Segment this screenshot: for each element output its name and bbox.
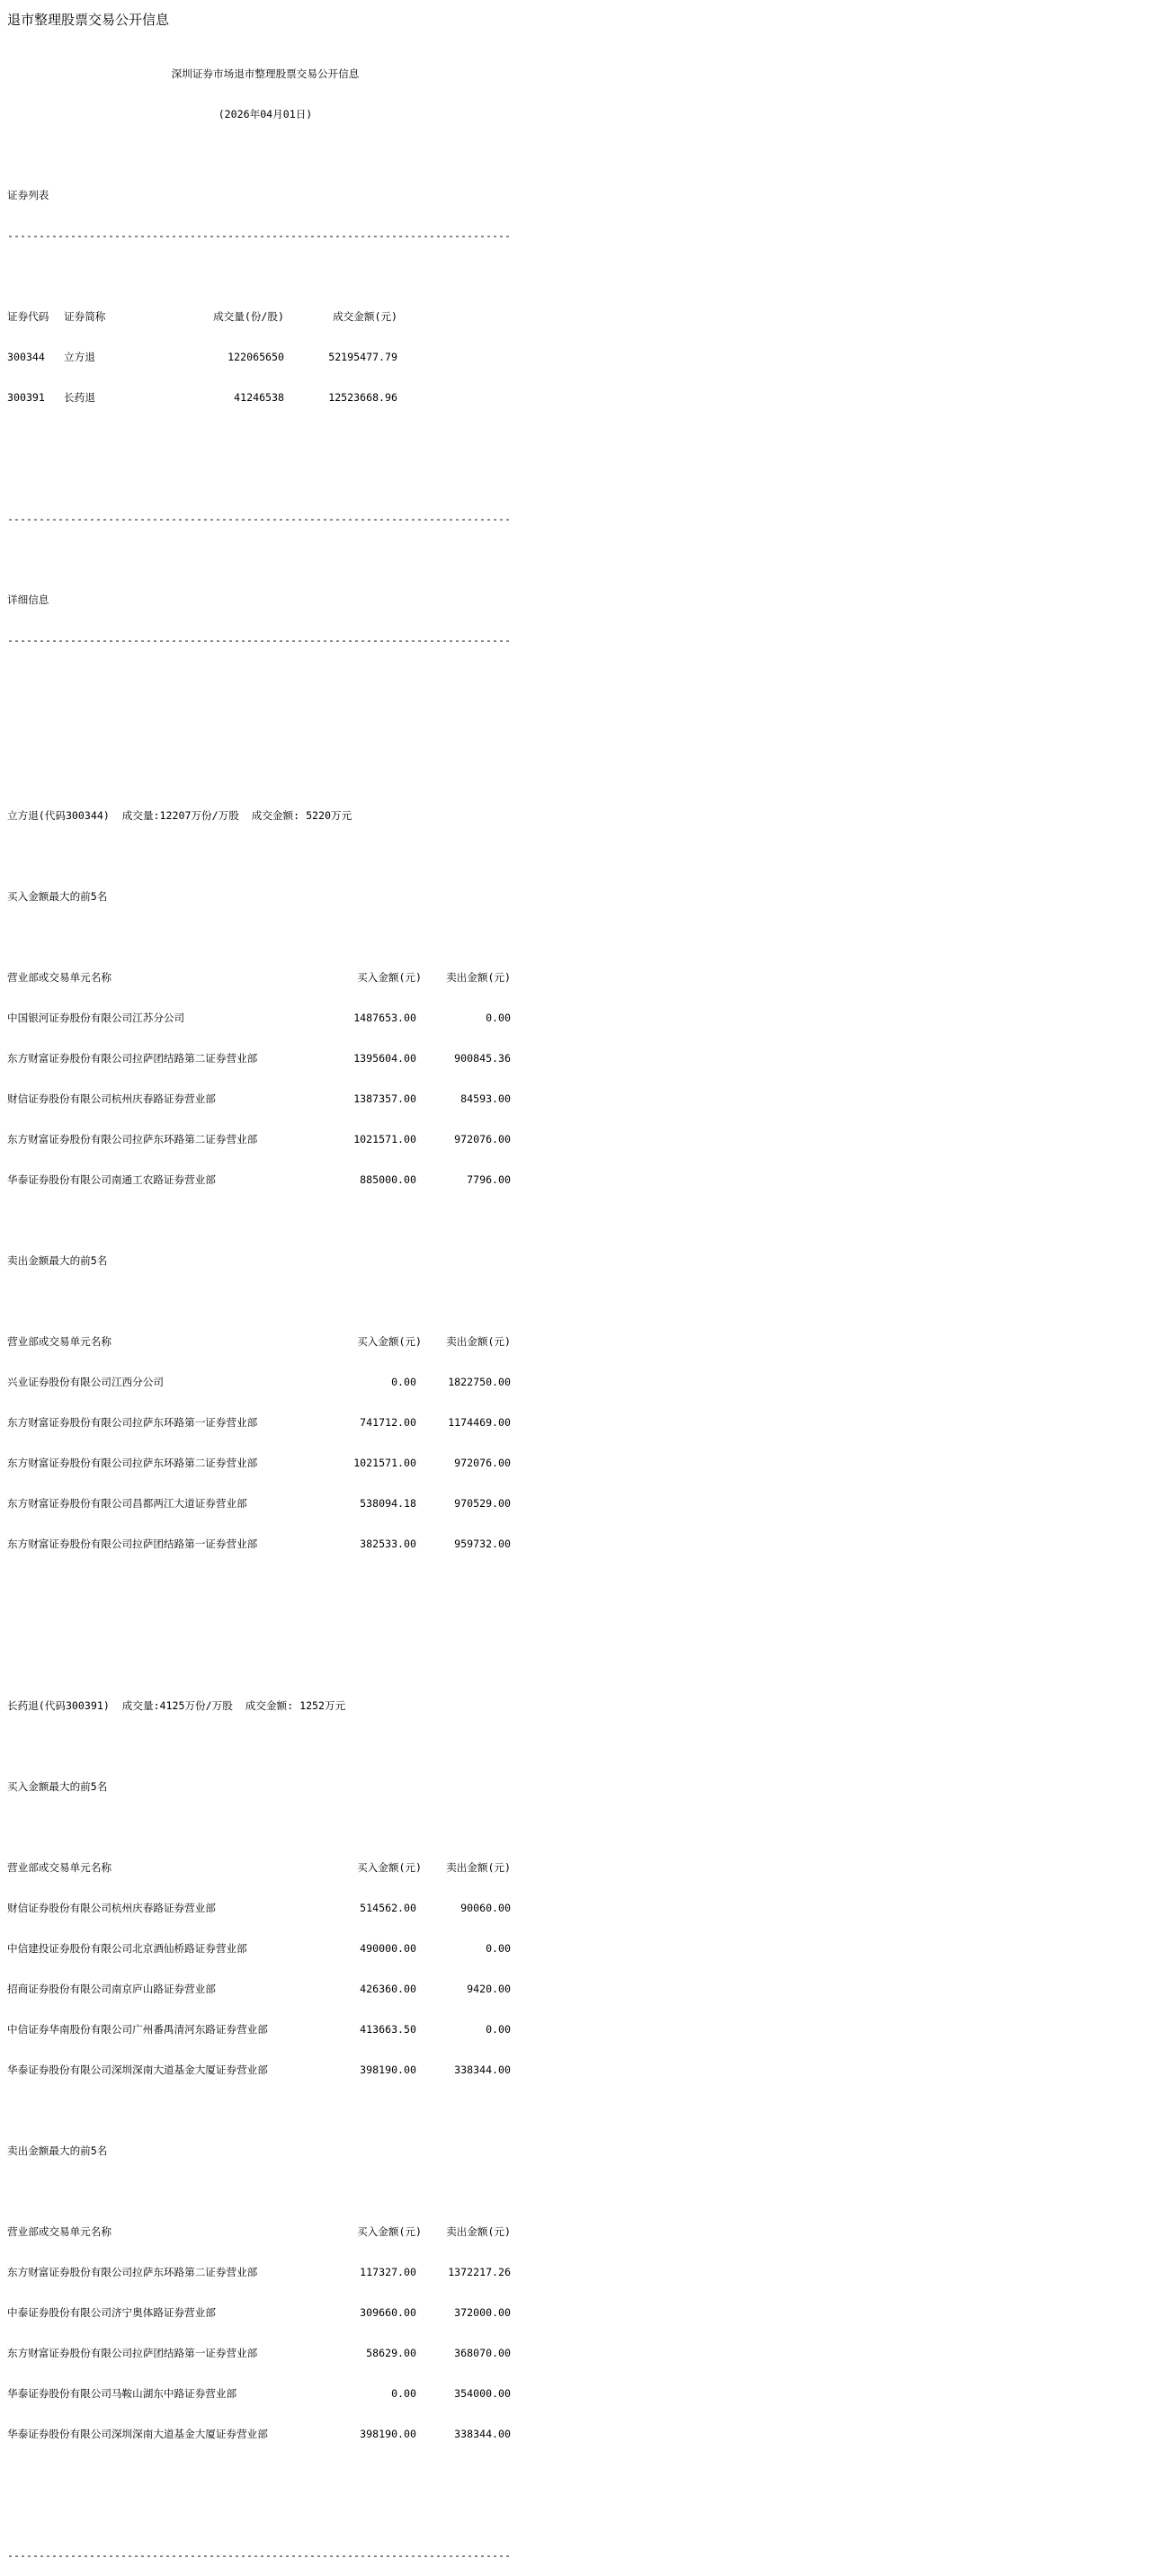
buy-amount: 885000.00 — [360, 1173, 416, 1186]
table-row — [7, 1012, 523, 1025]
sell-amount: 7796.00 — [467, 1173, 511, 1186]
col-broker-name: 营业部或交易单元名称 — [7, 971, 112, 984]
stock-detail-300391 — [7, 1672, 523, 2509]
broker-name: 东方财富证券股份有限公司拉萨团结路第二证券营业部 — [7, 1052, 258, 1065]
col-volume: 成交量(份/股) — [213, 310, 284, 323]
buy-amount: 1395604.00 — [353, 1052, 416, 1065]
sell-amount: 84593.00 — [460, 1092, 511, 1105]
col-buy-amount: 买入金额(元) — [357, 971, 422, 984]
security-amount: 52195477.79 — [328, 351, 397, 363]
page-title: 退市整理股票交易公开信息 — [7, 12, 170, 28]
blank-line — [7, 715, 523, 728]
blank-line — [7, 1740, 523, 1753]
buy-amount: 1021571.00 — [353, 1457, 416, 1469]
buy-amount: 398190.00 — [360, 2063, 416, 2076]
stock-summary: 长药退(代码300391) 成交量:4125万份/万股 成交金额: 1252万元 — [7, 1699, 346, 1712]
broker-name: 华泰证券股份有限公司深圳深南大道基金大厦证券营业部 — [7, 2063, 268, 2076]
sell-amount: 354000.00 — [454, 2387, 511, 2400]
table-row — [7, 2023, 523, 2037]
blank-line — [7, 674, 523, 688]
blank-line — [7, 472, 523, 486]
broker-table-header — [7, 971, 523, 985]
col-name: 证券简称 — [64, 310, 106, 323]
buy-amount: 514562.00 — [360, 1902, 416, 1914]
col-sell-amount: 卖出金额(元) — [446, 971, 511, 984]
separator — [7, 229, 511, 243]
sell-amount: 368070.00 — [454, 2347, 511, 2359]
broker-table-header — [7, 2225, 523, 2239]
buy-amount: 382533.00 — [360, 1538, 416, 1550]
buy-amount: 426360.00 — [360, 1983, 416, 1995]
broker-name: 中泰证券股份有限公司济宁奥体路证券营业部 — [7, 2306, 216, 2319]
col-sell-amount: 卖出金额(元) — [446, 1335, 511, 1348]
buy-amount: 538094.18 — [360, 1497, 416, 1510]
blank-line — [7, 1214, 523, 1227]
securities-list-heading: 证券列表 — [7, 189, 49, 201]
sell-amount: 970529.00 — [454, 1497, 511, 1510]
table-row — [7, 1457, 523, 1470]
table-row — [7, 1052, 523, 1065]
buy-amount: 1021571.00 — [353, 1133, 416, 1145]
stock-summary: 立方退(代码300344) 成交量:12207万份/万股 成交金额: 5220万元 — [7, 809, 352, 822]
top-buy-heading: 买入金额最大的前5名 — [7, 1780, 108, 1793]
broker-name: 财信证券股份有限公司杭州庆春路证券营业部 — [7, 1092, 216, 1105]
security-code: 300391 — [7, 391, 45, 404]
blank-line — [7, 1821, 523, 1834]
broker-name: 东方财富证券股份有限公司拉萨东环路第二证券营业部 — [7, 1133, 258, 1145]
table-row — [7, 1376, 523, 1389]
col-buy-amount: 买入金额(元) — [357, 1335, 422, 1348]
buy-amount: 741712.00 — [360, 1416, 416, 1429]
sell-amount: 9420.00 — [467, 1983, 511, 1995]
blank-line — [7, 2185, 523, 2198]
blank-line — [7, 2468, 523, 2482]
col-amount: 成交金额(元) — [333, 310, 397, 323]
broker-name: 东方财富证券股份有限公司昌都两江大道证券营业部 — [7, 1497, 247, 1510]
security-volume: 41246538 — [234, 391, 284, 404]
blank-line — [7, 148, 523, 162]
blank-line — [7, 2104, 523, 2117]
buy-amount: 1487653.00 — [353, 1012, 416, 1024]
buy-amount: 413663.50 — [360, 2023, 416, 2036]
col-sell-amount: 卖出金额(元) — [446, 2225, 511, 2238]
sell-amount: 0.00 — [486, 2023, 511, 2036]
col-buy-amount: 买入金额(元) — [357, 1861, 422, 1874]
sell-amount: 1822750.00 — [448, 1376, 511, 1388]
sell-amount: 900845.36 — [454, 1052, 511, 1065]
separator — [7, 2549, 511, 2563]
broker-name: 东方财富证券股份有限公司拉萨东环路第一证券营业部 — [7, 1416, 258, 1429]
col-broker-name: 营业部或交易单元名称 — [7, 1861, 112, 1874]
table-row — [7, 351, 523, 364]
col-broker-name: 营业部或交易单元名称 — [7, 1335, 112, 1348]
buy-amount: 0.00 — [391, 2387, 416, 2400]
sell-amount: 90060.00 — [460, 1902, 511, 1914]
sell-amount: 1174469.00 — [448, 1416, 511, 1429]
blank-line — [7, 1295, 523, 1308]
broker-name: 东方财富证券股份有限公司拉萨东环路第二证券营业部 — [7, 1457, 258, 1469]
table-row — [7, 2347, 523, 2360]
broker-name: 财信证券股份有限公司杭州庆春路证券营业部 — [7, 1902, 216, 1914]
sell-amount: 338344.00 — [454, 2428, 511, 2440]
table-row — [7, 2428, 523, 2441]
table-row — [7, 2063, 523, 2077]
col-buy-amount: 买入金额(元) — [357, 2225, 422, 2238]
sell-amount: 959732.00 — [454, 1538, 511, 1550]
blank-line — [7, 850, 523, 863]
col-broker-name: 营业部或交易单元名称 — [7, 2225, 112, 2238]
blank-line — [7, 931, 523, 944]
broker-name: 中信证券华南股份有限公司广州番禺清河东路证券营业部 — [7, 2023, 268, 2036]
table-row — [7, 1942, 523, 1956]
separator — [7, 634, 511, 647]
broker-table-header — [7, 1335, 523, 1349]
sell-amount: 972076.00 — [454, 1457, 511, 1469]
broker-name: 兴业证券股份有限公司江西分公司 — [7, 1376, 164, 1388]
table-row — [7, 1497, 523, 1511]
broker-name: 华泰证券股份有限公司深圳深南大道基金大厦证券营业部 — [7, 2428, 268, 2440]
sell-amount: 1372217.26 — [448, 2266, 511, 2278]
security-code: 300344 — [7, 351, 45, 363]
buy-amount: 117327.00 — [360, 2266, 416, 2278]
buy-amount: 398190.00 — [360, 2428, 416, 2440]
broker-table-header — [7, 1861, 523, 1875]
broker-name: 华泰证券股份有限公司马鞍山湖东中路证券营业部 — [7, 2387, 237, 2400]
broker-name: 中国银河证券股份有限公司江苏分公司 — [7, 1012, 185, 1024]
table-row — [7, 2306, 523, 2320]
report-document — [7, 40, 523, 2576]
col-sell-amount: 卖出金额(元) — [446, 1861, 511, 1874]
buy-amount: 58629.00 — [366, 2347, 416, 2359]
table-row — [7, 1416, 523, 1430]
buy-amount: 1387357.00 — [353, 1092, 416, 1105]
sell-amount: 338344.00 — [454, 2063, 511, 2076]
table-row — [7, 2266, 523, 2279]
table-row — [7, 1092, 523, 1106]
buy-amount: 0.00 — [391, 1376, 416, 1388]
table-row — [7, 1133, 523, 1146]
table-row — [7, 391, 523, 405]
details-heading: 详细信息 — [7, 593, 49, 606]
buy-amount: 309660.00 — [360, 2306, 416, 2319]
securities-table-header — [7, 310, 523, 324]
table-row — [7, 1538, 523, 1551]
sell-amount: 372000.00 — [454, 2306, 511, 2319]
sell-amount: 0.00 — [486, 1942, 511, 1955]
securities-table — [7, 283, 523, 432]
top-sell-heading: 卖出金额最大的前5名 — [7, 1254, 108, 1267]
table-row — [7, 1173, 523, 1187]
broker-name: 招商证券股份有限公司南京庐山路证券营业部 — [7, 1983, 216, 1995]
broker-name: 东方财富证券股份有限公司拉萨团结路第一证券营业部 — [7, 1538, 258, 1550]
stock-detail-300344 — [7, 782, 523, 1618]
broker-name: 中信建投证券股份有限公司北京酒仙桥路证券营业部 — [7, 1942, 247, 1955]
broker-name: 华泰证券股份有限公司南通工农路证券营业部 — [7, 1173, 216, 1186]
blank-line — [7, 553, 523, 566]
top-sell-heading: 卖出金额最大的前5名 — [7, 2144, 108, 2157]
table-row — [7, 1983, 523, 1996]
security-amount: 12523668.96 — [328, 391, 397, 404]
report-date: (2026年04月01日) — [218, 108, 313, 120]
broker-name: 东方财富证券股份有限公司拉萨团结路第一证券营业部 — [7, 2347, 258, 2359]
security-name: 立方退 — [64, 351, 95, 363]
table-row — [7, 1902, 523, 1915]
broker-name: 东方财富证券股份有限公司拉萨东环路第二证券营业部 — [7, 2266, 258, 2278]
sell-amount: 972076.00 — [454, 1133, 511, 1145]
top-buy-heading: 买入金额最大的前5名 — [7, 890, 108, 903]
separator — [7, 513, 511, 526]
security-name: 长药退 — [64, 391, 95, 404]
blank-line — [7, 1578, 523, 1591]
sell-amount: 0.00 — [486, 1012, 511, 1024]
buy-amount: 490000.00 — [360, 1942, 416, 1955]
security-volume: 122065650 — [228, 351, 284, 363]
col-code: 证券代码 — [7, 310, 49, 323]
table-row — [7, 2387, 523, 2401]
report-title: 深圳证券市场退市整理股票交易公开信息 — [171, 67, 360, 80]
